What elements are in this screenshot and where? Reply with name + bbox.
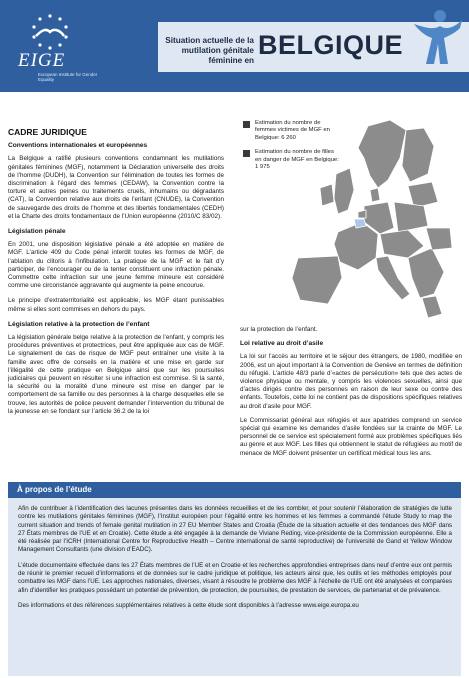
paragraph-conventions: La Belgique a ratifié plusieurs conventions condamnant les mutilations génitales féminines (MGF), notamment la Déclaration universelle des droits de l’homme (DUDH), la Convention sur l’élimination de toutes les formes de discrimination à l’égard des femmes (CEDAW), la Convention contre la torture et autres peines ou traitements cruels, inhumains ou dégradants (CAT), la Convention relative aux droits de l’enfant (CNUDE), la Convention de sauvegarde des droits de l’homme et des libertés fondamentales (CEDH) et la Charte des droits fondamentaux de l’Union européenne (2010/C 83/02). <box>8 155 224 220</box>
paragraph-child-protection-cont: sur la protection de l’enfant. <box>240 326 318 333</box>
paragraph-asylum-1: La loi sur l’accès au territoire et le séjour des étrangers, de 1980, modifiée en 2006, est un ajout important à la Convention de Genève en termes de définition du réfugié. L’article 48/3 parle d’«actes de persécution» tels que des actes de violence physique ou mentale, y compris les violences sexuelles, ainsi que d’actes dirigés contre des personnes en raison de leur sexe ou contre des enfants. Toutefois, cette loi ne contient pas de dispositions spécifiques relatives au droit d’asile pour MGF. <box>240 353 462 410</box>
map-poland <box>394 202 428 232</box>
section-title: CADRE JURIDIQUE <box>8 127 87 137</box>
map-balkans <box>408 248 444 298</box>
map-italy <box>376 256 410 300</box>
subsection-title-asylum: Loi relative au droit d’asile <box>240 340 324 348</box>
legend-swatch <box>243 121 250 128</box>
map-netherlands <box>358 210 366 218</box>
logo-wordmark: EIGE <box>18 50 66 71</box>
map-romania <box>426 228 452 250</box>
right-column <box>240 326 462 464</box>
page-title: BELGIQUE <box>258 30 404 60</box>
about-paragraph-2: L’étude documentaire effectuée dans les 27 États membres de l’UE et en Croatie et les recherches approfondies entreprises dans neuf d’entre eux ont permis de réunir le premier recueil d’informations et de données sur le cadre juridique et politique, les acteurs ainsi que, les outils et les méthodes employés pour combattre les MGF dans l’UE. Les approches nationales, diverses, visant à résoudre le problème des MGF à l’échelle de l’UE ont été analysées et comparées afin d’identifier les pratiques possédant un potentiel de prévention, de protection, de poursuites, de prestation de services, de partenariat et de prévalence. <box>18 561 452 594</box>
legend-item-girls <box>243 149 341 171</box>
logo-subtitle: European Institute for Gender Equality <box>38 72 98 82</box>
map-legend <box>243 120 341 178</box>
legend-item-women <box>243 120 341 142</box>
paragraph-penal-2: Le principe d’extraterritorialité est applicable, les MGF étant punissables même si elles sont commises en dehors du pays. <box>8 297 224 313</box>
map-france <box>334 222 378 270</box>
about-title: À propos de l’étude <box>17 485 92 494</box>
legend-label-girls: Estimation du nombre de filles en danger de MGF en Belgique: 1 975 <box>255 149 339 171</box>
legal-framework-column <box>8 128 224 423</box>
about-text <box>18 505 452 617</box>
map-greece <box>422 296 442 318</box>
about-paragraph-1: Afin de contribuer à l’identification des lacunes présentes dans les données recueillies et de les combler, et pour soutenir l’élaboration de stratégies de lutte contre les mutilations génitales féminines (MGF), l’Institut européen pour l’égalité entre les hommes et les femmes a commandé l’étude Study to map the current situation and trends of female genital mutilation in 27 EU Member States and Croatia (Étude de la situation actuelle et des tendances des MGF dans 27 États membres de l’UE et en Croatie). Cette étude a été engagée à la demande de Viviane Reding, vice-présidente de la Commission européenne. Elle a été réalisée par l’ICRH (International Centre for Reproductive Health – Centre international de santé reproductive) de l’université de Gand et Yellow Window Management Consultants (une division d’EADC). <box>18 505 452 554</box>
paragraph-child-protection: La législation générale belge relative à la protection de l’enfant, y compris les procédures préventives et protectrices, peut être appliquée aux cas de MGF. Le signalement de cas de risque de MGF peut entraîner une visite à la famille avec offre de conseils en la matière et une mise en garde sur l’illégalité de cette pratique en Belgique ainsi que sur les poursuites judiciaires qui peuvent en résulter si une infraction est commise. Si la santé, la sécurité ou la moralité d’une mineure est mise en danger par le comportement de sa famille ou des personnes à la charge desquelles elle se trouve, les autorités de police peuvent demander l’intervention du tribunal de la jeunesse en se fondant sur l’article 36.2 de la loi <box>8 334 224 415</box>
subsection-title-child-protection: Législation relative à la protection de l’enfant <box>8 320 150 328</box>
legend-swatch <box>243 150 250 157</box>
map-belgium <box>354 219 366 228</box>
map-ireland <box>320 184 334 206</box>
figure-icon <box>412 6 464 68</box>
map-finland <box>402 128 434 182</box>
paragraph-penal-1: En 2001, une disposition législative pénale a été adoptée en matière de MGF. L’article 409 du Code pénal interdit toutes les formes de MGF, de l’ablation du clitoris à l’infibulation. La pratique de la MGF et le fait d’y participer, de l’encourager ou de la tenter constituent une infraction pénale. Commettre cette infraction sur une jeune femme mineure est considéré comme une circonstance aggravante qui augmente la peine encourue. <box>8 241 224 290</box>
legend-label-women: Estimation du nombre de femmes victimes de MGF en Belgique: 6 260 <box>255 120 330 141</box>
header-subtitle: Situation actuelle de la mutilation génitale féminine en <box>165 36 254 65</box>
subsection-title-penal: Législation pénale <box>8 228 66 236</box>
paragraph-asylum-2: Le Commissariat général aux réfugiés et aux apatrides comprend un service spécial qui examine les demandes d’asile fondées sur la crainte de MGF. Le personnel de ce service est spécialement formé aux problèmes spécifiques liés au genre et aux MGF. Les filles qui obtiennent le statut de réfugiées au motif de menace de MGF doivent présenter un certificat médical tous les ans. <box>240 416 462 457</box>
subsection-title-conventions: Conventions internationales et européennes <box>8 142 148 150</box>
map-iberia <box>292 256 342 304</box>
map-scandinavia <box>358 120 406 188</box>
about-paragraph-3: Des informations et des références supplémentaires relatives à cette étude sont disponibles à l’adresse www.eige.europa.eu <box>18 601 359 609</box>
map-denmark <box>370 188 380 202</box>
